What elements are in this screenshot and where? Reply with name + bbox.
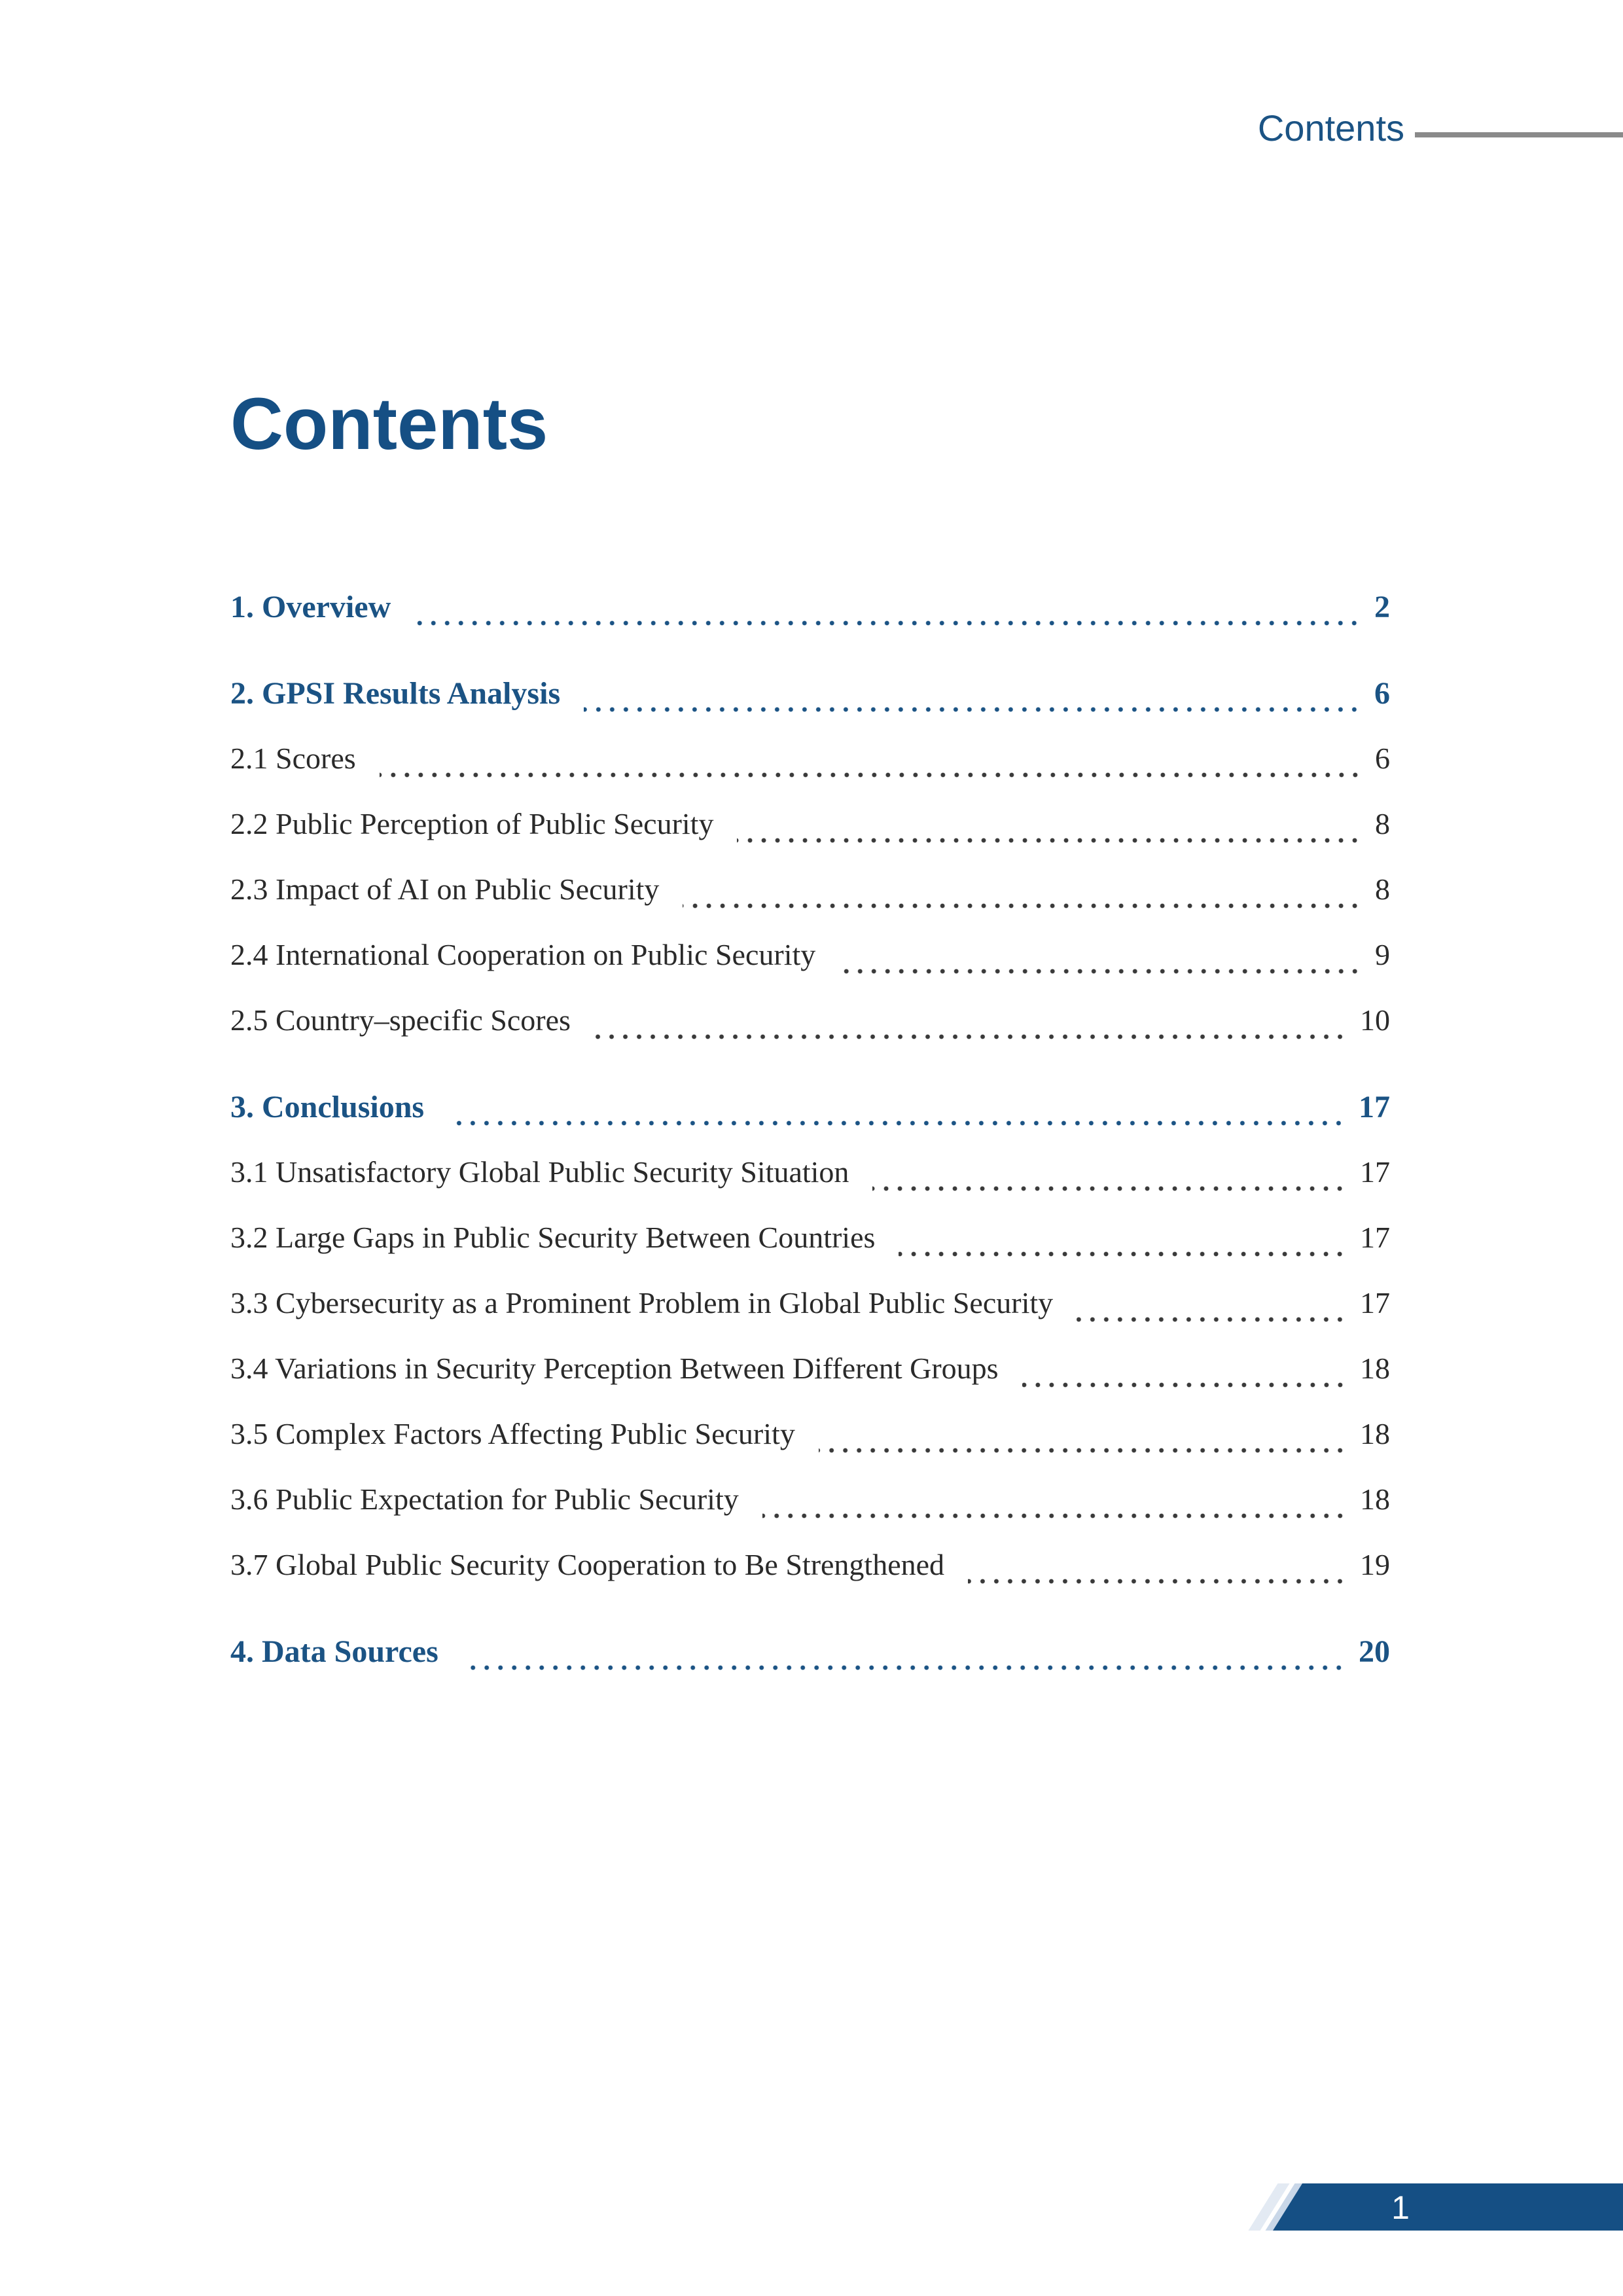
toc-section-entry[interactable] bbox=[230, 1089, 1390, 1155]
dot-leader bbox=[737, 836, 1362, 845]
toc-subsection-entry[interactable] bbox=[230, 1416, 1390, 1482]
toc-entry-label: 2.3 Impact of AI on Public Security bbox=[230, 872, 660, 906]
dot-leader bbox=[839, 967, 1362, 976]
toc-subsection-entry[interactable] bbox=[230, 1351, 1390, 1416]
toc-subsection-entry[interactable] bbox=[230, 1155, 1390, 1220]
toc-subsection-entry[interactable] bbox=[230, 1220, 1390, 1285]
page-number: 1 bbox=[1391, 2189, 1410, 2226]
toc-entry-label: 2.2 Public Perception of Public Security bbox=[230, 807, 714, 840]
toc-entry-label: 2.4 International Cooperation on Public Security bbox=[230, 938, 816, 971]
toc-entry-page-number: 18 bbox=[1360, 1482, 1390, 1516]
toc-entry-label: 3.7 Global Public Security Cooperation to Be Strengthened bbox=[230, 1548, 945, 1581]
toc-entry-label: 2.5 Country–specific Scores bbox=[230, 1003, 571, 1037]
toc-entry-page-number: 18 bbox=[1360, 1417, 1390, 1450]
toc-entry-page-number: 18 bbox=[1360, 1352, 1390, 1385]
toc-entry-page-number: 10 bbox=[1360, 1003, 1390, 1037]
toc-entry-page-number: 20 bbox=[1359, 1634, 1390, 1669]
toc-entry-page-number: 8 bbox=[1375, 872, 1390, 906]
toc-entry-page-number: 6 bbox=[1375, 742, 1390, 775]
toc-subsection-entry[interactable] bbox=[230, 1003, 1390, 1068]
toc-subsection-entry[interactable] bbox=[230, 806, 1390, 872]
header-rule bbox=[1415, 132, 1623, 137]
toc-subsection-entry[interactable] bbox=[230, 741, 1390, 806]
toc-entry-page-number: 17 bbox=[1360, 1221, 1390, 1254]
toc-entry-label: 3.6 Public Expectation for Public Security bbox=[230, 1482, 739, 1516]
dot-leader bbox=[462, 1663, 1346, 1672]
toc-subsection-entry[interactable] bbox=[230, 1547, 1390, 1613]
dot-leader bbox=[899, 1249, 1347, 1259]
toc-subsection-entry[interactable] bbox=[230, 1482, 1390, 1547]
dot-leader bbox=[819, 1446, 1347, 1455]
toc-section-entry[interactable] bbox=[230, 675, 1390, 741]
toc-entry-label: 3.3 Cybersecurity as a Prominent Problem in Global Public Security bbox=[230, 1286, 1054, 1319]
dot-leader bbox=[1077, 1315, 1347, 1324]
toc-entry-page-number: 19 bbox=[1360, 1548, 1390, 1581]
toc-subsection-entry[interactable] bbox=[230, 937, 1390, 1003]
toc-entry-page-number: 17 bbox=[1359, 1090, 1390, 1124]
page-title: Contents bbox=[230, 383, 548, 465]
toc-entry-page-number: 2 bbox=[1374, 590, 1390, 624]
dot-leader bbox=[968, 1577, 1347, 1586]
toc-entry-label: 3.1 Unsatisfactory Global Public Security Situation bbox=[230, 1155, 849, 1189]
toc-entry-page-number: 17 bbox=[1360, 1155, 1390, 1189]
running-header: Contents bbox=[1257, 107, 1404, 149]
dot-leader bbox=[584, 705, 1361, 714]
toc-entry-page-number: 9 bbox=[1375, 938, 1390, 971]
toc-subsection-entry[interactable] bbox=[230, 872, 1390, 937]
dot-leader bbox=[448, 1119, 1346, 1128]
table-of-contents bbox=[230, 589, 1390, 1699]
dot-leader bbox=[414, 619, 1361, 628]
toc-entry-label: 2. GPSI Results Analysis bbox=[230, 676, 561, 711]
toc-entry-page-number: 8 bbox=[1375, 807, 1390, 840]
dot-leader bbox=[1022, 1380, 1347, 1390]
dot-leader bbox=[683, 901, 1362, 910]
dot-leader bbox=[762, 1511, 1347, 1520]
toc-entry-page-number: 6 bbox=[1374, 676, 1390, 711]
dot-leader bbox=[872, 1184, 1347, 1193]
toc-section-entry[interactable] bbox=[230, 589, 1390, 655]
dot-leader bbox=[594, 1032, 1347, 1041]
toc-section-entry[interactable] bbox=[230, 1634, 1390, 1699]
toc-entry-label: 3. Conclusions bbox=[230, 1090, 425, 1124]
dot-leader bbox=[380, 770, 1362, 780]
toc-entry-label: 3.5 Complex Factors Affecting Public Security bbox=[230, 1417, 795, 1450]
toc-entry-label: 4. Data Sources bbox=[230, 1634, 438, 1669]
toc-entry-label: 3.4 Variations in Security Perception Between Different Groups bbox=[230, 1352, 999, 1385]
toc-entry-page-number: 17 bbox=[1360, 1286, 1390, 1319]
toc-entry-label: 3.2 Large Gaps in Public Security Between Countries bbox=[230, 1221, 876, 1254]
toc-entry-label: 1. Overview bbox=[230, 590, 391, 624]
footer-bar-fill bbox=[1335, 2183, 1623, 2231]
toc-subsection-entry[interactable] bbox=[230, 1285, 1390, 1351]
toc-entry-label: 2.1 Scores bbox=[230, 742, 356, 775]
